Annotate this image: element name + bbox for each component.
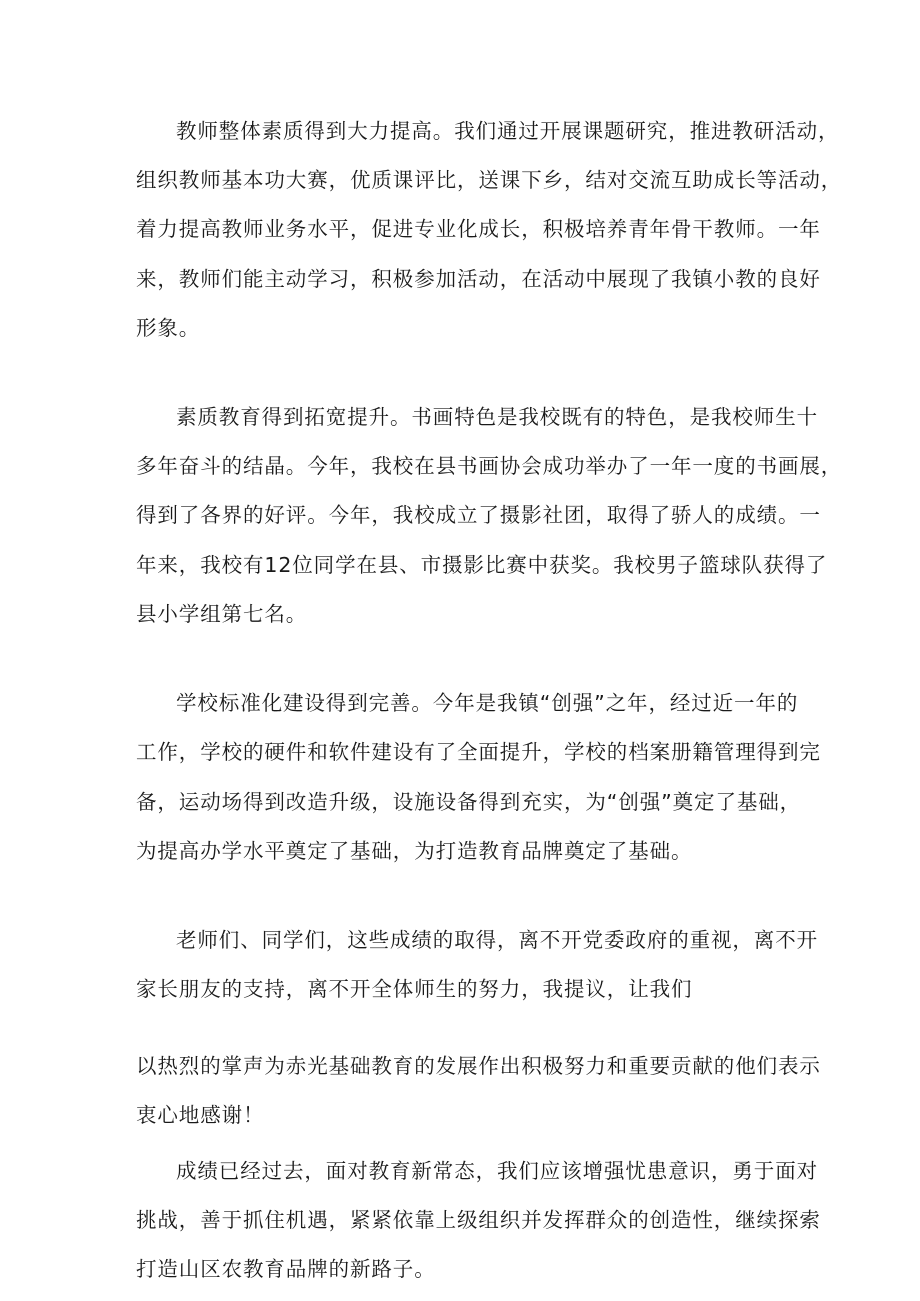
paragraph-5-line-2: 衷心地感谢！	[136, 1103, 265, 1127]
paragraph-3-line-1: 学校标准化建设得到完善。今年是我镇“创强”之年，经过近一年的	[176, 691, 799, 715]
paragraph-2-line-5: 县小学组第七名。	[136, 602, 308, 626]
paragraph-2-line-2: 多年奋斗的结晶。今年，我校在县书画协会成功举办了一年一度的书画展，	[136, 454, 843, 478]
paragraph-3-line-2: 工作，学校的硬件和软件建设有了全面提升，学校的档案册籍管理得到完	[136, 740, 821, 764]
paragraph-3-line-3: 备，运动场得到改造升级，设施设备得到充实，为“创强”奠定了基础，	[136, 790, 802, 814]
paragraph-6-line-3: 打造山区农教育品牌的新路子。	[136, 1257, 436, 1281]
paragraph-6-line-1: 成绩已经过去，面对教育新常态，我们应该增强忧患意识，勇于面对	[176, 1159, 818, 1183]
paragraph-4-line-1: 老师们、同学们，这些成绩的取得，离不开党委政府的重视，离不开	[176, 928, 818, 952]
paragraph-1-line-2: 组织教师基本功大赛，优质课评比，送课下乡，结对交流互助成长等活动，	[136, 168, 843, 192]
paragraph-1-line-4: 来，教师们能主动学习，积极参加活动，在活动中展现了我镇小教的良好	[136, 267, 821, 291]
paragraph-6-line-2: 挑战，善于抓住机遇，紧紧依靠上级组织并发挥群众的创造性，继续探索	[136, 1208, 821, 1232]
paragraph-1-line-1: 教师整体素质得到大力提高。我们通过开展课题研究，推进教研活动，	[176, 119, 840, 143]
paragraph-4-line-2: 家长朋友的支持，离不开全体师生的努力，我提议，让我们	[136, 977, 693, 1001]
paragraph-3-line-4: 为提高办学水平奠定了基础，为打造教育品牌奠定了基础。	[136, 839, 693, 863]
paragraph-5-line-1: 以热烈的掌声为赤光基础教育的发展作出积极努力和重要贡献的他们表示	[136, 1054, 821, 1078]
paragraph-2-line-1: 素质教育得到拓宽提升。书画特色是我校既有的特色，是我校师生十	[176, 405, 818, 429]
paragraph-1-line-5: 形象。	[136, 316, 201, 340]
paragraph-1-line-3: 着力提高教师业务水平，促进专业化成长，积极培养青年骨干教师。一年	[136, 217, 821, 241]
paragraph-2-line-3: 得到了各界的好评。今年，我校成立了摄影社团，取得了骄人的成绩。一	[136, 503, 821, 527]
paragraph-2-line-4: 年来，我校有12位同学在县、市摄影比赛中获奖。我校男子篮球队获得了	[136, 553, 828, 577]
